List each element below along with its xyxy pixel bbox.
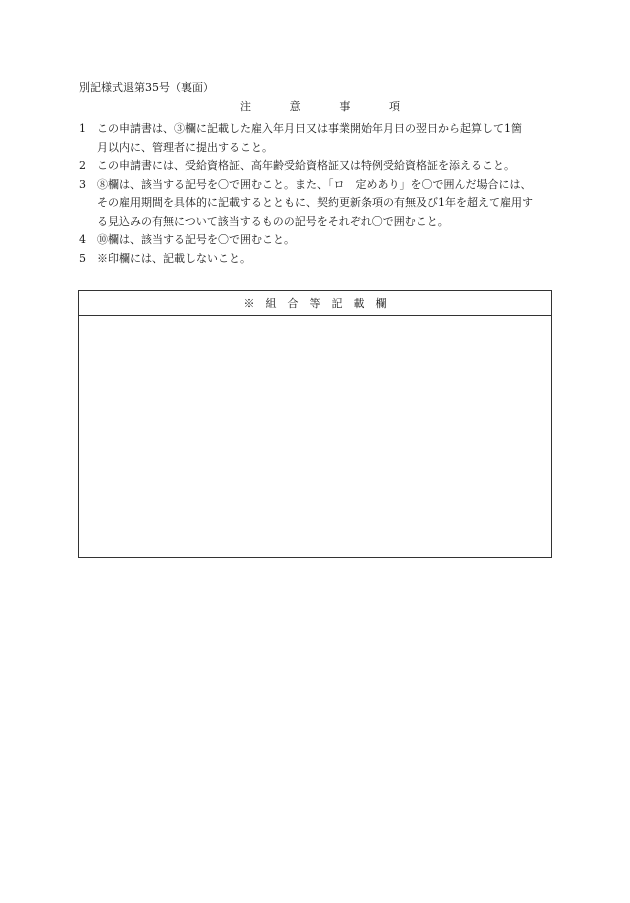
note-text: ※印欄には、記載しないこと。 — [97, 251, 251, 265]
note-number: 5 — [79, 251, 86, 265]
form-number-title: 別記様式退第35号（裏面） — [79, 81, 214, 94]
heading-char: 事 — [339, 100, 351, 113]
note-number: 2 — [79, 159, 86, 172]
association-entry-box-header — [79, 291, 551, 316]
note-number: 4 — [79, 233, 86, 246]
note-number: 1 — [79, 122, 86, 135]
note-text: この申請書には、受給資格証、高年齢受給資格証又は特例受給資格証を添えること。 — [97, 159, 515, 172]
note-item — [79, 250, 557, 269]
note-text: ⑩欄は、該当する記号を〇で囲むこと。 — [97, 233, 295, 246]
note-item — [79, 157, 557, 176]
association-entry-box — [78, 290, 552, 558]
heading-char: 意 — [289, 100, 301, 113]
note-number: 3 — [79, 177, 86, 191]
note-item — [79, 176, 557, 232]
note-text: この申請書は、③欄に記載した雇入年月日又は事業開始年月日の翌日から起算して1箇 月以内に、管理者に提出すること。 — [97, 122, 522, 154]
heading-char: 項 — [388, 100, 400, 113]
heading-char: 注 — [240, 100, 251, 113]
notes-heading — [240, 100, 400, 114]
note-item — [79, 231, 557, 250]
note-item — [79, 120, 557, 157]
note-text: ⑧欄は、該当する記号を〇で囲むこと。また、「ロ 定めあり」を〇で囲んだ場合には、 その雇用期間を具体的に記載するとともに、契約更新条項の有無及び1年を超えて雇用す る見込みの有無について該当するものの記号をそれぞれ〇で囲むこと。 — [97, 177, 533, 228]
notes-list — [79, 120, 557, 268]
association-entry-box-title: ※ 組 合 等 記 載 欄 — [243, 297, 387, 310]
association-entry-area[interactable] — [79, 316, 551, 557]
